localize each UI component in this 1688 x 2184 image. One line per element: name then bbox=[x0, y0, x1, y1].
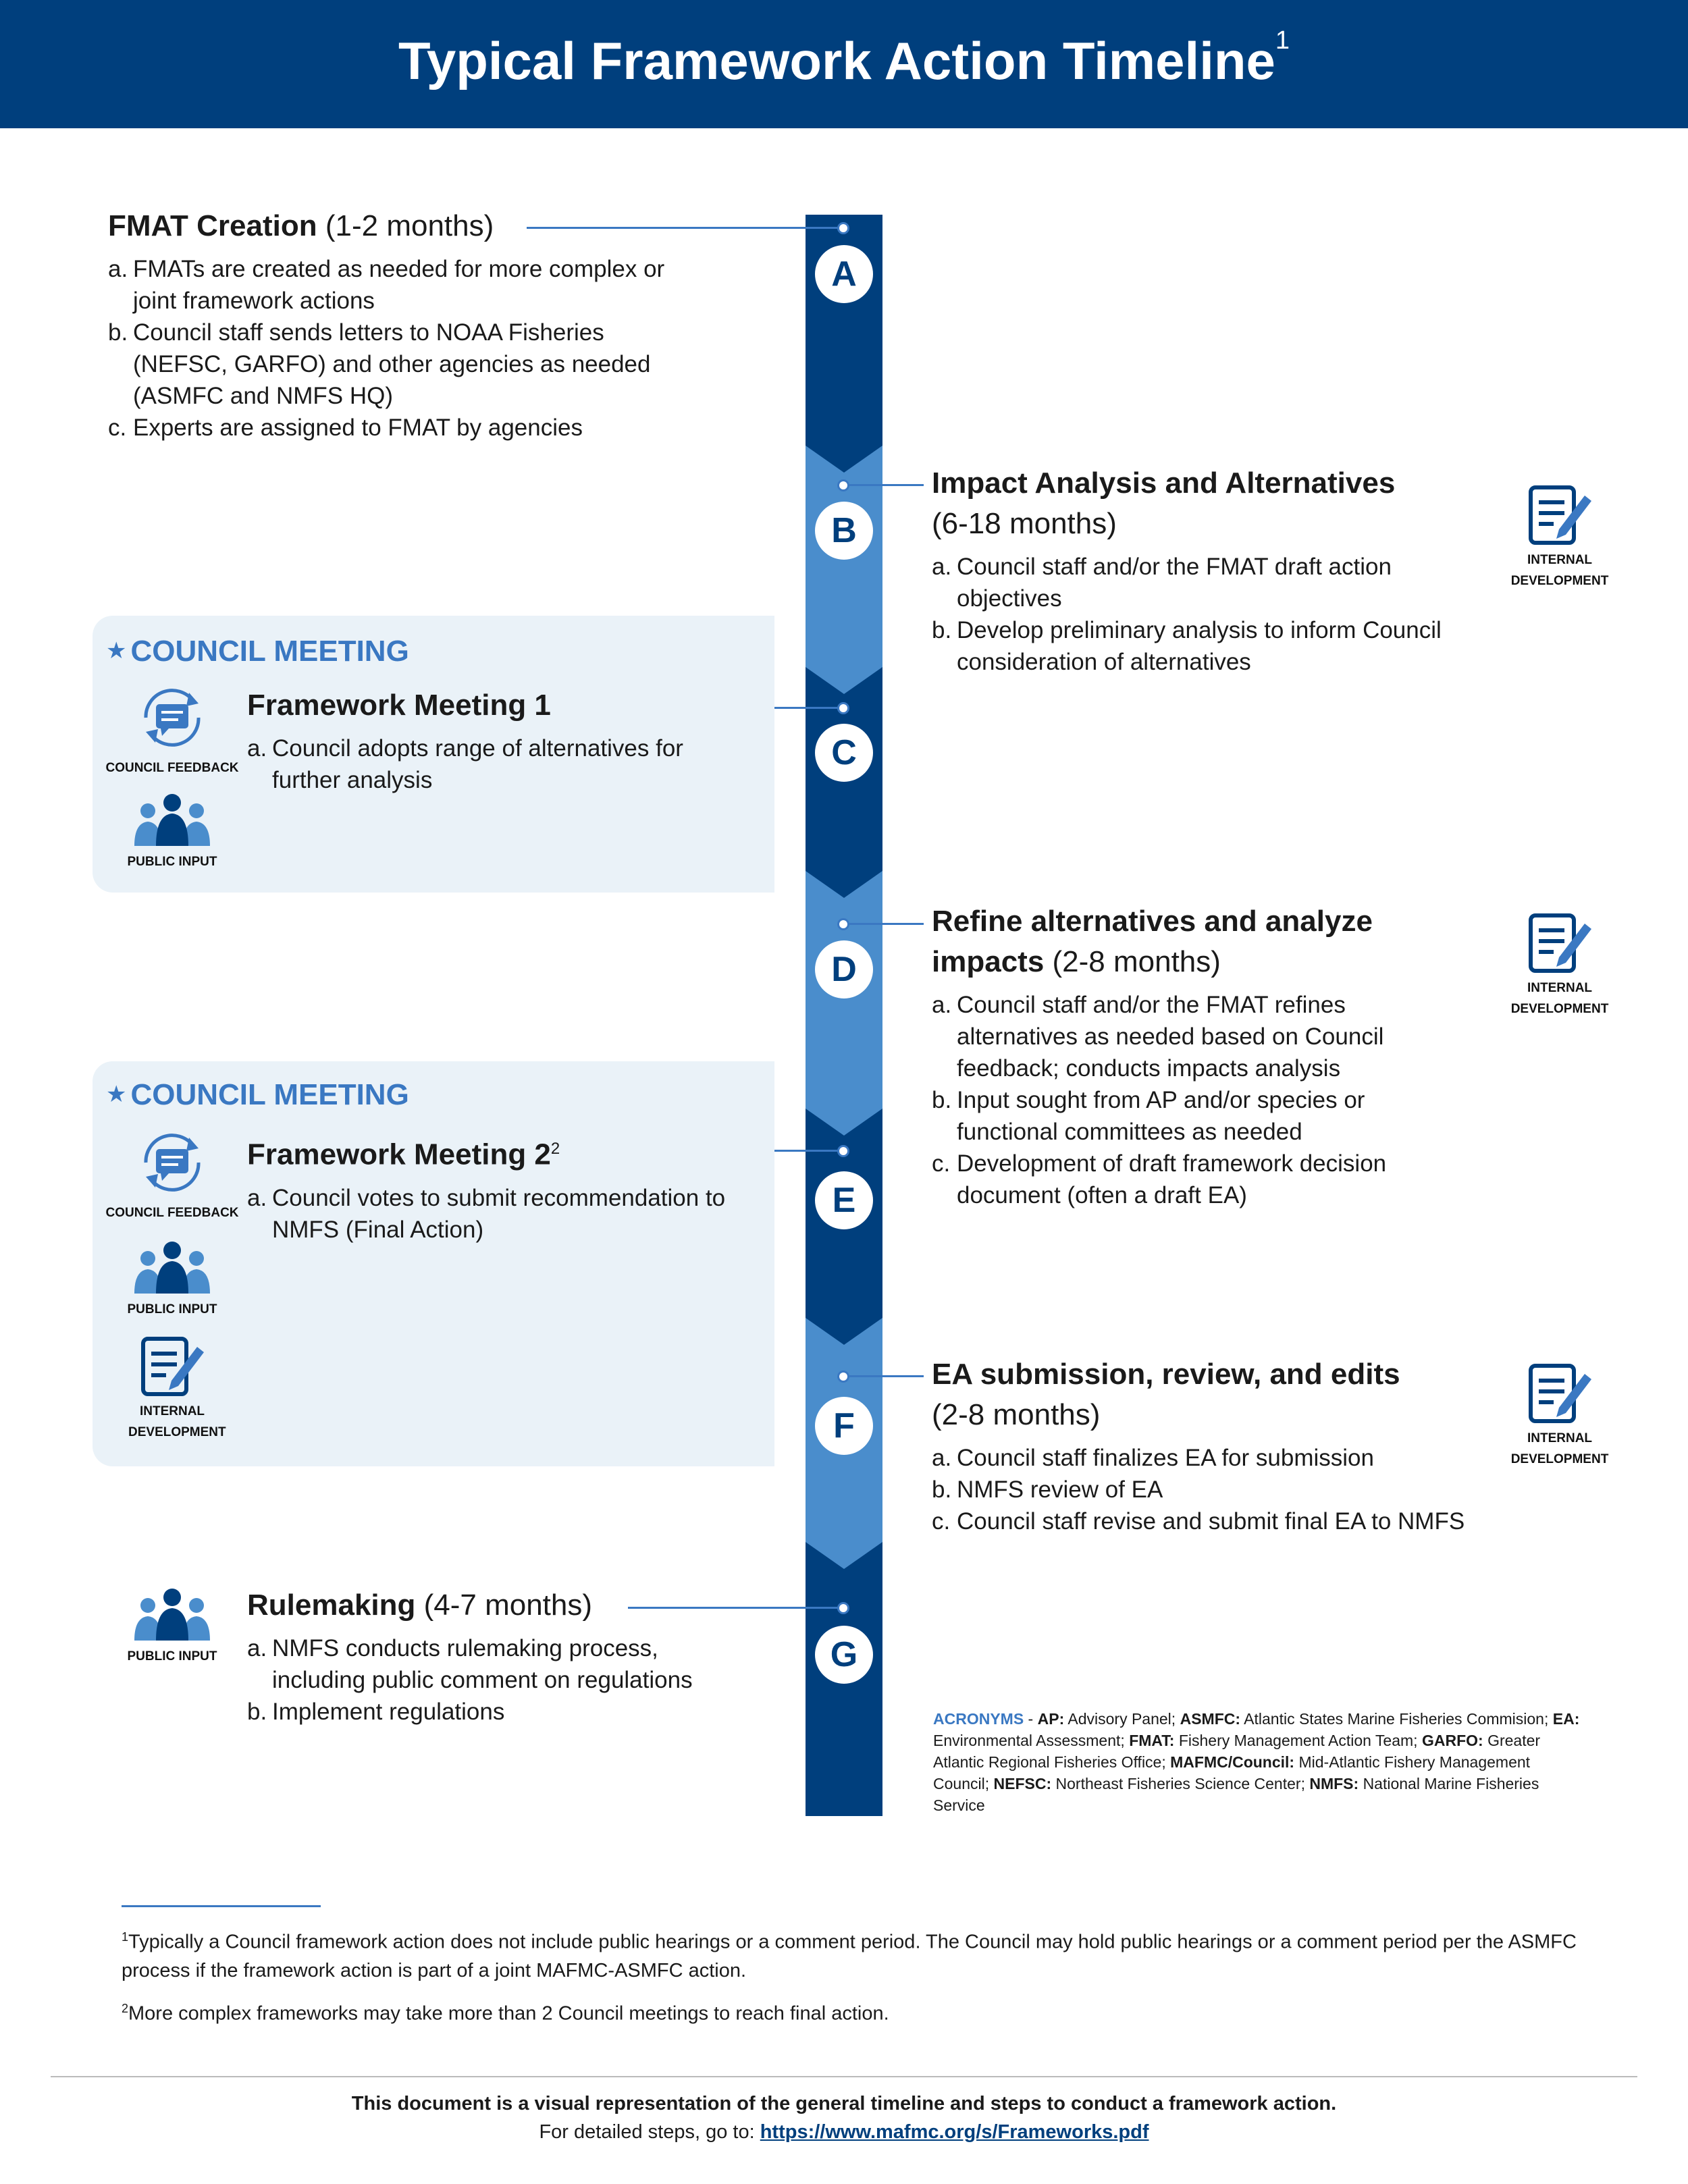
step-d-title: Refine alternatives and analyze impacts (2-8 months) bbox=[932, 905, 1373, 978]
public-input-icon bbox=[132, 1588, 213, 1642]
list-item: b. Implement regulations bbox=[247, 1699, 505, 1725]
document-edit-icon bbox=[135, 1333, 209, 1401]
council-meeting-heading-1: ★ COUNCIL MEETING bbox=[106, 635, 409, 668]
step-e-connector-dot bbox=[837, 1145, 849, 1157]
header-banner bbox=[0, 0, 1688, 128]
step-a-marker: A bbox=[815, 245, 873, 303]
title-footnote-ref: 1 bbox=[1275, 26, 1290, 55]
step-g-section bbox=[247, 1585, 760, 1728]
timeline-segment-d bbox=[806, 871, 882, 1154]
step-c-marker: C bbox=[815, 724, 873, 782]
council-feedback-icon bbox=[135, 681, 209, 755]
step-g-title: Rulemaking (4-7 months) bbox=[247, 1589, 593, 1622]
star-icon: ★ bbox=[106, 638, 127, 664]
icon-label: COUNCIL FEEDBACK bbox=[105, 1206, 239, 1220]
public-input-icon bbox=[132, 1241, 213, 1295]
list-item: a. Council staff and/or the FMAT draft action objectives bbox=[932, 554, 1392, 612]
step-b-marker: B bbox=[815, 502, 873, 560]
frameworks-link[interactable]: https://www.mafmc.org/s/Frameworks.pdf bbox=[760, 2121, 1149, 2143]
step-c-list bbox=[247, 733, 747, 796]
list-item: a. Council votes to submit recommendation to NMFS (Final Action) bbox=[247, 1184, 726, 1243]
icon-label: PUBLIC INPUT bbox=[127, 1649, 217, 1663]
list-item: b. Develop preliminary analysis to inform Council consideration of alternatives bbox=[932, 617, 1442, 675]
list-item: a. Council staff finalizes EA for submission bbox=[932, 1445, 1374, 1471]
step-e-marker: E bbox=[815, 1171, 873, 1229]
icon-label: INTERNAL DEVELOPMENT bbox=[128, 1404, 226, 1439]
step-f-internal-development bbox=[1509, 1360, 1610, 1470]
icon-label: PUBLIC INPUT bbox=[127, 1302, 217, 1316]
step-e-list bbox=[247, 1182, 760, 1246]
icon-label: INTERNAL DEVELOPMENT bbox=[1510, 1431, 1609, 1466]
step-f-list bbox=[932, 1442, 1492, 1537]
icon-label: PUBLIC INPUT bbox=[127, 855, 217, 869]
icon-label: INTERNAL DEVELOPMENT bbox=[1510, 553, 1609, 588]
icon-label: INTERNAL DEVELOPMENT bbox=[1510, 981, 1609, 1016]
star-icon: ★ bbox=[106, 1082, 127, 1107]
step-c-connector-dot bbox=[837, 702, 849, 714]
list-item: c. Experts are assigned to FMAT by agencies bbox=[108, 415, 583, 441]
public-input-group-2 bbox=[101, 1241, 243, 1320]
footer-line-1: This document is a visual representation of the general timeline and steps to conduct a framework action. bbox=[351, 2093, 1337, 2114]
step-g-list bbox=[247, 1632, 760, 1728]
list-item: b. Council staff sends letters to NOAA Fisheries (NEFSC, GARFO) and other agencies as needed (ASMFC and NMFS HQ) bbox=[108, 319, 651, 409]
step-b-connector bbox=[849, 484, 924, 486]
step-b-section bbox=[932, 463, 1492, 678]
step-g-public-input bbox=[101, 1588, 243, 1667]
step-g-connector-dot bbox=[837, 1602, 849, 1614]
step-f-connector-dot bbox=[837, 1370, 849, 1383]
step-f-marker: F bbox=[815, 1397, 873, 1455]
public-input-group-1 bbox=[101, 793, 243, 872]
step-d-list bbox=[932, 989, 1492, 1211]
list-item: b. NMFS review of EA bbox=[932, 1476, 1163, 1503]
council-feedback-group-2 bbox=[101, 1125, 243, 1223]
council-meeting-heading-2: ★ COUNCIL MEETING bbox=[106, 1078, 409, 1111]
list-item: a. FMATs are created as needed for more complex or joint framework actions bbox=[108, 256, 665, 314]
acronyms-block: ACRONYMS - AP: Advisory Panel; ASMFC: Atlantic States Marine Fisheries Commision; EA: Environmental Assessment; FMAT: Fishery Management Action Team; GARFO: Greater Atlantic Regional Fisheries Office; MAFMC/Council: Mid-Atlantic Fishery Management Council; NEFSC: Northeast Fisheries Science Center; NMFS: National Marine Fisheries Service bbox=[933, 1710, 1580, 1814]
list-item: a. Council staff and/or the FMAT refines alternatives as needed based on Council feedback; conducts impacts analysis bbox=[932, 992, 1384, 1082]
step-c-title: Framework Meeting 1 bbox=[247, 689, 551, 722]
step-d-connector bbox=[849, 923, 924, 925]
footnote-1: $^1$Typically a Council framework action does not include public hearings or a comment period. The Council may hold public hearings or a comment period per the ASMFC process if the framework action is part of a joint MAFMC-ASMFC action. bbox=[122, 1930, 1577, 1981]
timeline-spine bbox=[803, 215, 885, 1816]
step-c-section bbox=[247, 685, 747, 796]
list-item: c. Development of draft framework decision document (often a draft EA) bbox=[932, 1150, 1387, 1208]
list-item: a. NMFS conducts rulemaking process, including public comment on regulations bbox=[247, 1635, 693, 1693]
step-a-section bbox=[108, 206, 689, 444]
step-d-section bbox=[932, 901, 1492, 1211]
list-item: c. Council staff revise and submit final EA to NMFS bbox=[932, 1508, 1465, 1535]
step-b-connector-dot bbox=[837, 479, 849, 491]
footer-divider bbox=[51, 2076, 1637, 2077]
list-item: a. Council adopts range of alternatives for further analysis bbox=[247, 735, 683, 793]
step-b-title: Impact Analysis and Alternatives (6-18 months) bbox=[932, 467, 1396, 540]
step-f-section bbox=[932, 1354, 1492, 1537]
document-edit-icon bbox=[1523, 910, 1597, 978]
council-feedback-icon bbox=[135, 1125, 209, 1200]
icon-label: COUNCIL FEEDBACK bbox=[105, 761, 239, 775]
page-title: Typical Framework Action Timeline$^1$ bbox=[398, 26, 1290, 90]
step-d-connector-dot bbox=[837, 918, 849, 930]
step-f-connector bbox=[849, 1375, 924, 1377]
document-edit-icon bbox=[1523, 482, 1597, 550]
internal-development-group-2 bbox=[128, 1333, 226, 1443]
step-g-marker: G bbox=[815, 1626, 873, 1684]
council-feedback-group-1 bbox=[101, 681, 243, 778]
step-b-internal-development bbox=[1509, 482, 1610, 591]
list-item: b. Input sought from AP and/or species or functional committees as needed bbox=[932, 1087, 1365, 1145]
step-e-section bbox=[247, 1129, 760, 1246]
step-f-title: EA submission, review, and edits (2-8 months) bbox=[932, 1358, 1400, 1431]
step-a-title: FMAT Creation (1-2 months) bbox=[108, 209, 494, 242]
step-d-internal-development bbox=[1509, 910, 1610, 1019]
public-input-icon bbox=[132, 793, 213, 847]
document-edit-icon bbox=[1523, 1360, 1597, 1428]
footnotes bbox=[122, 1923, 1587, 2027]
footnote-2: $^2$More complex frameworks may take more than 2 Council meetings to reach final action. bbox=[122, 2001, 889, 2025]
footer-line-2: For detailed steps, go to: https://www.mafmc.org/s/Frameworks.pdf bbox=[539, 2121, 1149, 2143]
acronyms-heading: ACRONYMS bbox=[933, 1710, 1024, 1728]
step-d-marker: D bbox=[815, 940, 873, 998]
footer bbox=[0, 2089, 1688, 2146]
step-b-list bbox=[932, 551, 1492, 678]
step-e-title: Framework Meeting $2^2$ bbox=[247, 1138, 560, 1171]
step-a-connector-dot bbox=[837, 222, 849, 234]
footnote-divider bbox=[122, 1905, 321, 1907]
step-a-list bbox=[108, 253, 689, 444]
